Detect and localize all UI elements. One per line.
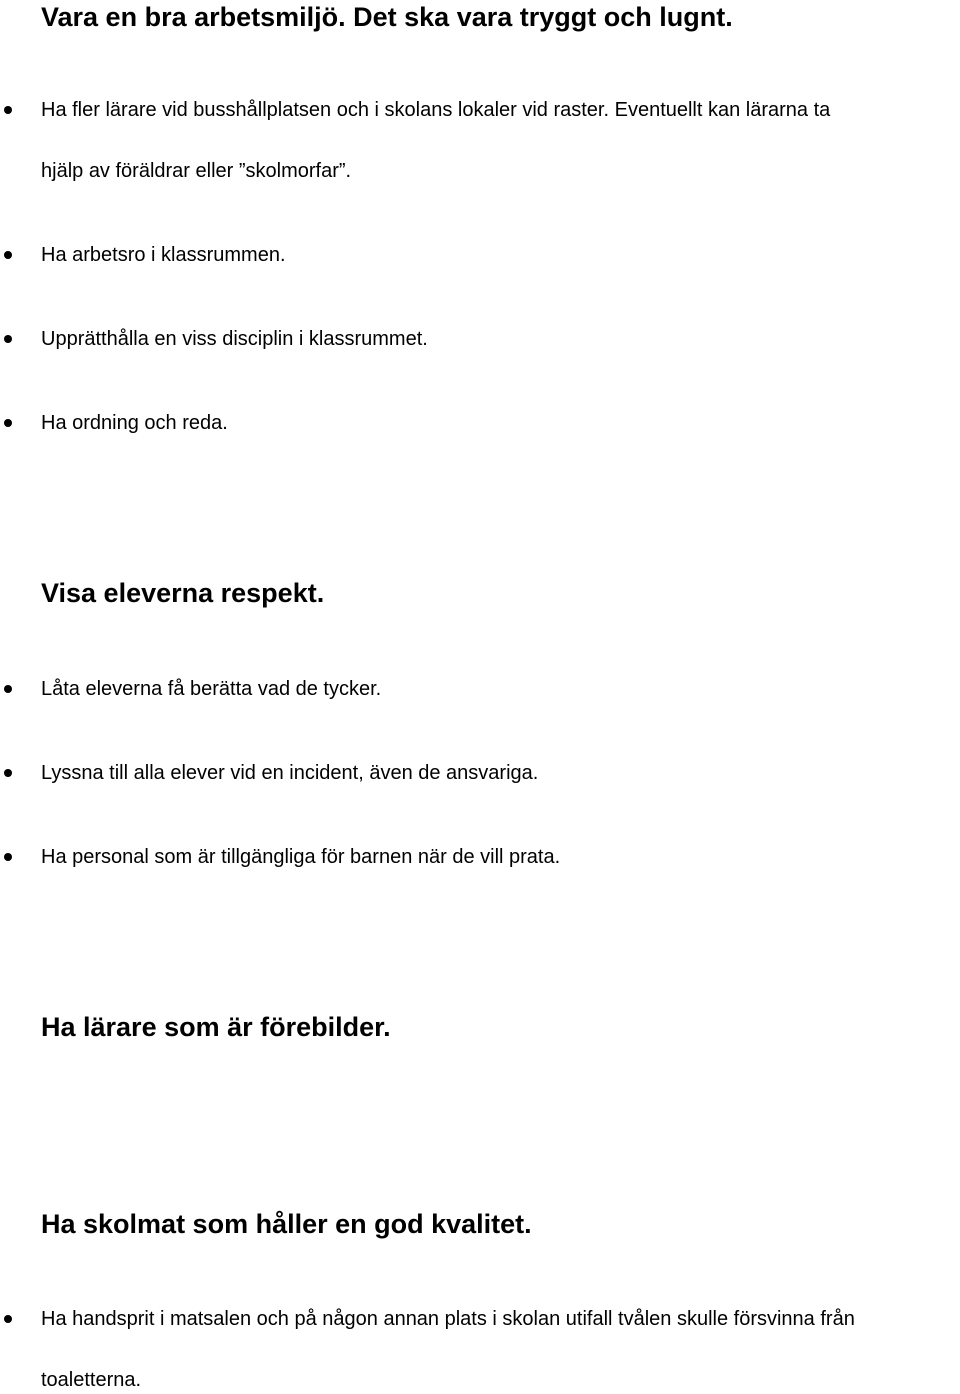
bullet-icon (4, 769, 12, 777)
list-item-text: Ha personal som är tillgängliga för barnen när de vill prata. (41, 846, 561, 868)
bullet-icon (4, 685, 12, 693)
list-item-text: Ha handsprit i matsalen och på någon annan plats i skolan utifall tvålen skulle försvinna från (41, 1308, 855, 1330)
list-item-text: Upprätthålla en viss disciplin i klassrummet. (41, 328, 428, 350)
list-item-text-continued: hjälp av föräldrar eller ”skolmorfar”. (41, 160, 352, 182)
section-heading-respect: Visa eleverna respekt. (41, 578, 325, 608)
list-item-text: Låta eleverna få berätta vad de tycker. (41, 678, 382, 700)
bullet-icon (4, 1315, 12, 1323)
section-heading-school-food: Ha skolmat som håller en god kvalitet. (41, 1209, 532, 1239)
bullet-icon (4, 419, 12, 427)
list-item-text-continued: toaletterna. (41, 1369, 142, 1391)
list-item-text: Ha arbetsro i klassrummen. (41, 244, 286, 266)
list-item-text: Ha fler lärare vid busshållplatsen och i skolans lokaler vid raster. Eventuellt kan lärarna ta (41, 99, 831, 121)
bullet-icon (4, 106, 12, 114)
bullet-icon (4, 335, 12, 343)
section-heading-work-environment: Vara en bra arbetsmiljö. Det ska vara tryggt och lugnt. (41, 2, 733, 32)
list-item-text: Ha ordning och reda. (41, 412, 228, 434)
section-heading-role-models: Ha lärare som är förebilder. (41, 1012, 391, 1042)
list-item-text: Lyssna till alla elever vid en incident, även de ansvariga. (41, 762, 539, 784)
bullet-icon (4, 251, 12, 259)
bullet-icon (4, 853, 12, 861)
